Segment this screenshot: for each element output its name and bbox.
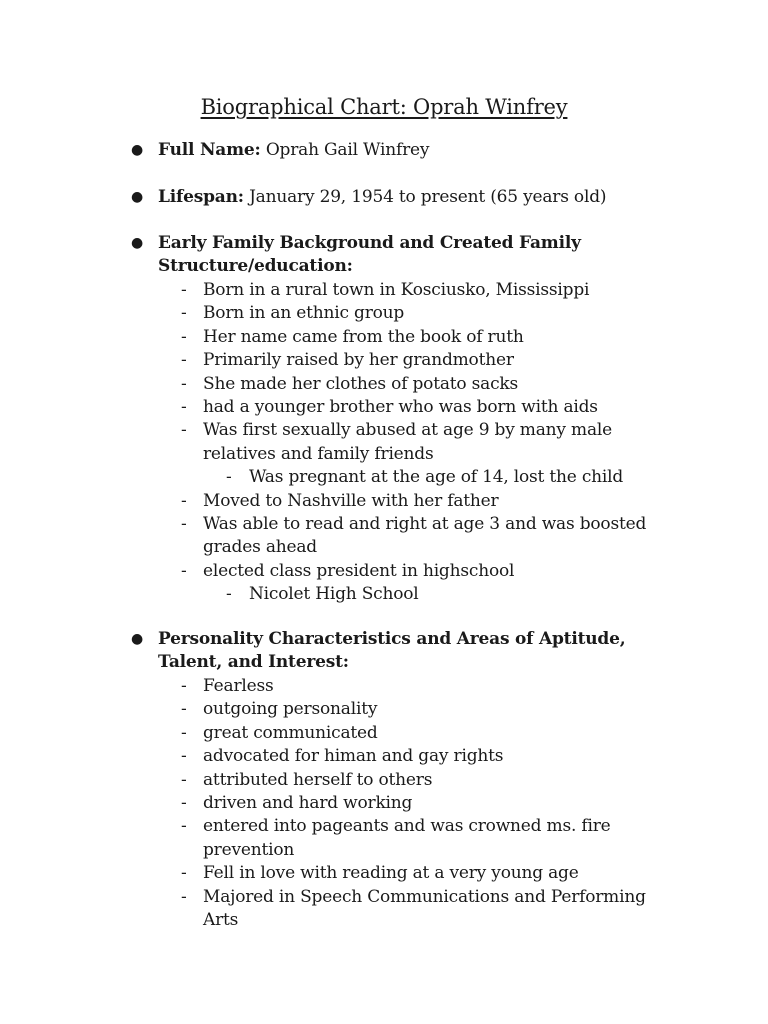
lifespan-value: January 29, 1954 to present (65 years old) [243,187,607,207]
lifespan-label: Lifespan: [158,187,244,207]
full-name-value: Oprah Gail Winfrey [260,140,430,160]
personality-heading: Personality Characteristics and Areas of Aptitude, Talent, and Interest: [158,629,626,673]
bullet-icon: ● [131,142,144,158]
full-name-label: Full Name: [158,140,261,160]
list-item: - She made her clothes of potato sacks [181,373,519,394]
list-item: - attributed herself to others [181,769,433,790]
list-item: - Born in a rural town in Kosciusko, Mississippi [181,280,590,300]
list-item: - Majored in Speech Communications and Performing Arts [181,886,646,931]
list-item: - driven and hard working [181,793,413,814]
list-item: - Her name came from the book of ruth [181,326,524,347]
list-item: - Nicolet High School [226,584,419,605]
list-item: - entered into pageants and was crowned ms. fire prevention [181,816,611,860]
bullet-icon: ● [131,631,144,647]
list-item: - elected class president in highschool [181,560,515,581]
list-item: - Fearless [181,676,274,696]
list-item: - Was pregnant at the age of 14, lost the child [226,467,624,488]
list-item: - had a younger brother who was born with aids [181,397,598,418]
page-title: Biographical Chart: Oprah Winfrey [200,95,568,119]
list-item: - Fell in love with reading at a very young age [181,863,579,884]
bullet-icon: ● [131,189,144,205]
list-item: - great communicated [181,722,378,743]
list-item: - Was able to read and right at age 3 and was boosted grades ahead [181,514,647,558]
early-family-list [131,279,691,607]
list-item: - Born in an ethnic group [181,303,405,324]
list-item: - Moved to Nashville with her father [181,490,499,511]
list-item: - Was first sexually abused at age 9 by many male relatives and family friends [181,420,612,464]
bullet-icon: ● [131,235,144,251]
list-item: - Primarily raised by her grandmother [181,350,514,371]
lifespan-line [158,186,678,209]
list-item: - advocated for himan and gay rights [181,746,504,767]
early-family-heading: Early Family Background and Created Family Structure/education: [158,233,581,277]
personality-list [131,675,691,932]
list-item: - outgoing personality [181,699,378,720]
full-name-line [158,139,678,162]
